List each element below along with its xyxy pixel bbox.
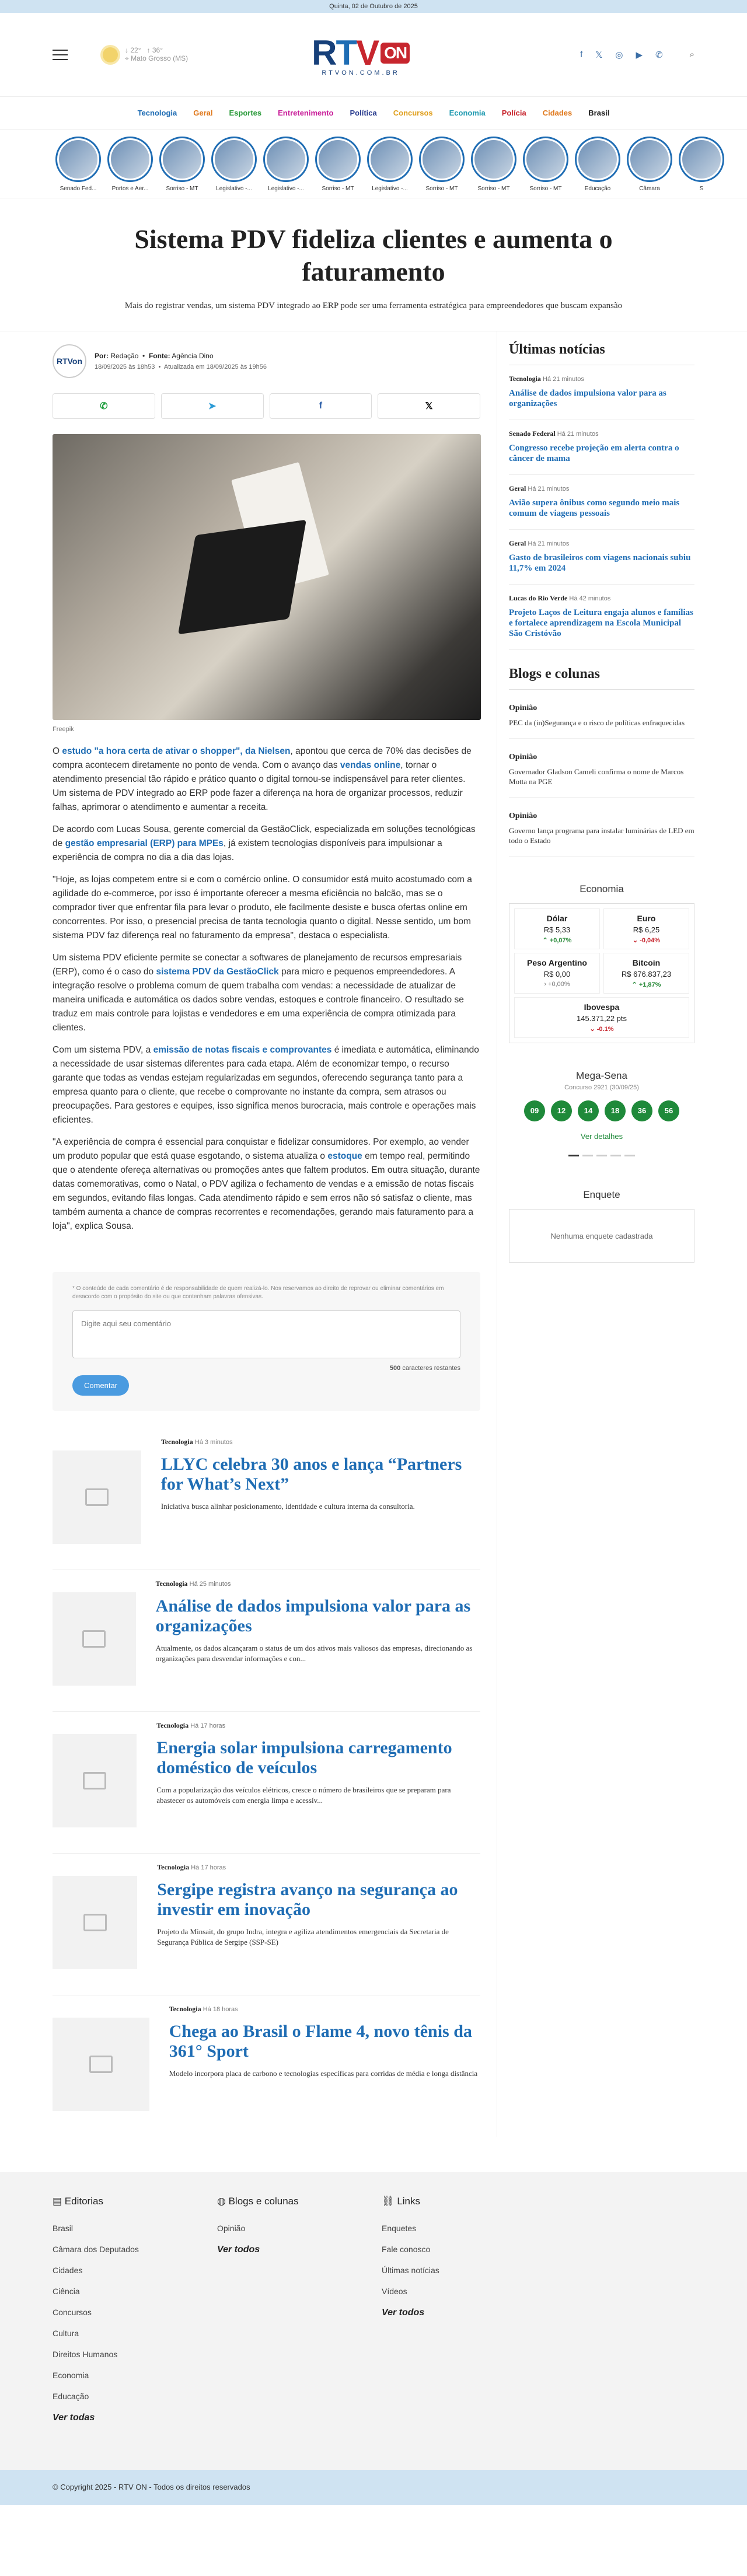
story-ring xyxy=(471,137,516,182)
footer-link[interactable]: Cidades xyxy=(53,2266,83,2275)
nav-item-9[interactable]: Brasil xyxy=(588,109,610,117)
footer-link[interactable]: Opinião xyxy=(217,2224,246,2233)
category-nav xyxy=(0,97,747,130)
currency-value: R$ 6,25 xyxy=(633,925,660,934)
feed-content xyxy=(169,2005,480,2115)
currency-name: Dólar xyxy=(546,914,568,923)
currency-card xyxy=(603,953,689,994)
published-date: 18/09/2025 às 18h53 xyxy=(95,363,155,371)
story-ring xyxy=(315,137,361,182)
comments-section xyxy=(53,1272,480,1411)
weather-max: 36 xyxy=(152,46,160,54)
blog-category: Opinião xyxy=(509,812,537,820)
latest-category: Tecnologia xyxy=(509,375,541,383)
currency-value: R$ 0,00 xyxy=(543,970,571,978)
footer-link[interactable]: Vídeos xyxy=(382,2287,407,2296)
story-caption: Legislativo -... xyxy=(372,186,408,192)
feed-category: Tecnologia xyxy=(169,2005,201,2013)
story-ring xyxy=(419,137,465,182)
article-header xyxy=(0,198,747,331)
story-item[interactable] xyxy=(159,137,205,198)
feed-meta xyxy=(161,1438,480,1446)
latest-category: Geral xyxy=(509,484,526,492)
currency-change-value: +1,87% xyxy=(638,981,661,988)
story-ring xyxy=(523,137,568,182)
lottery-ball: 12 xyxy=(551,1100,572,1121)
nielsen-study-link[interactable]: estudo "a hora certa de ativar o shopper", da Nielsen xyxy=(62,746,291,756)
footer-editorias xyxy=(53,2196,217,2470)
footer-col2-title: Blogs e colunas xyxy=(228,2196,299,2207)
currency-change: ⌄ -0,04% xyxy=(632,937,661,944)
footer-link[interactable]: Cultura xyxy=(53,2329,79,2338)
story-thumbnail xyxy=(319,140,357,179)
currency-change-value: -0.1% xyxy=(596,1026,614,1033)
footer-col1-title: Editorias xyxy=(64,2196,103,2207)
author-avatar: RTVon xyxy=(53,344,86,378)
latest-time: Há 21 minutos xyxy=(542,376,584,383)
story-caption: Câmara xyxy=(639,186,660,192)
story-thumbnail xyxy=(682,140,721,179)
feed-thumbnail[interactable] xyxy=(53,2018,149,2111)
weather-city: Mato Grosso (MS) xyxy=(131,54,189,62)
latest-time: Há 21 minutos xyxy=(557,431,599,438)
story-caption: Senado Fed... xyxy=(60,186,97,192)
share-facebook-button[interactable]: f xyxy=(270,393,372,419)
lottery-ball: 56 xyxy=(658,1100,679,1121)
p6-b: em tempo real, permitindo que o atendente ofereça alternativas ou promoções antes que faltem produtos. Em outra situação, durante datas comemorativas, como o Natal, o PDV agiliza o fechamento de vendas e a emissão de notas fiscais em segundos, evitando filas longas. Cada atendimento rápido e sem erros não só satisfaz o cliente, mas também aumenta a chance de compras recorrentes e recomendações, gerando mais faturamento para a loja", explica Sousa. xyxy=(53,1151,480,1231)
story-thumbnail xyxy=(163,140,201,179)
feed-item[interactable] xyxy=(53,1712,480,1854)
currency-card xyxy=(514,997,689,1038)
latest-time: Há 21 minutos xyxy=(528,485,570,492)
nav-item-4[interactable]: Política xyxy=(350,109,377,117)
author-label: Por: xyxy=(95,352,109,360)
story-caption: Portos e Aer... xyxy=(111,186,149,192)
story-item[interactable] xyxy=(211,137,257,198)
story-thumbnail xyxy=(630,140,669,179)
carousel-dots[interactable] xyxy=(509,1155,694,1156)
latest-link[interactable]: Projeto Laços de Leitura engaja alunos e famílias e fortalece aprendizagem na Escola Municipal São Cristóvão xyxy=(509,608,693,638)
lottery-ball: 18 xyxy=(605,1100,626,1121)
blogs-section xyxy=(509,666,694,857)
youtube-icon[interactable]: ▶ xyxy=(636,50,643,60)
share-bar xyxy=(53,393,480,419)
feed-content xyxy=(161,1438,480,1547)
article-title: Sistema PDV fideliza clientes e aumenta o faturamento xyxy=(134,224,613,286)
feed-meta xyxy=(156,1579,480,1588)
image-placeholder-icon xyxy=(89,2056,113,2073)
story-thumbnail xyxy=(578,140,617,179)
story-ring xyxy=(159,137,205,182)
story-caption: Legislativo -... xyxy=(268,186,304,192)
feed-desc: Modelo incorpora placa de carbono e tecnologias específicas para corridas de média e longa distância xyxy=(169,2069,478,2078)
latest-meta xyxy=(509,484,694,493)
poll-title: Enquete xyxy=(583,1189,620,1200)
article-body xyxy=(53,745,480,1233)
menu-icon[interactable] xyxy=(53,50,68,60)
story-item[interactable] xyxy=(315,137,361,198)
footer-link[interactable]: Direitos Humanos xyxy=(53,2350,118,2359)
share-whatsapp-button[interactable]: ✆ xyxy=(53,393,155,419)
logo-t: T xyxy=(336,33,357,72)
story-caption: Sorriso - MT xyxy=(477,186,510,192)
image-placeholder-icon xyxy=(85,1488,109,1506)
story-ring xyxy=(575,137,620,182)
p1-a: , apontou que cerca de 70% das decisões de compra acontecem diretamente no ponto de venda. Com o avanço das xyxy=(53,746,472,770)
currency-change: ⌃ +1,87% xyxy=(631,981,661,988)
copyright-bar xyxy=(0,2470,747,2505)
p1-pre: O xyxy=(53,746,62,756)
p6-a: "A experiência de compra é essencial para conquistar e fidelizar consumidores. Por exemplo, ao vender um produto popular que está quase esgotando, o sistema atualiza o xyxy=(53,1137,469,1161)
mega-sena-widget xyxy=(509,1070,694,1156)
facebook-icon[interactable]: f xyxy=(580,50,583,60)
footer-link[interactable]: Educação xyxy=(53,2392,89,2401)
blog-title[interactable]: PEC da (in)Segurança e o risco de políticas enfraquecidas xyxy=(509,718,685,727)
feed-title[interactable]: Sergipe registra avanço na segurança ao investir em inovação xyxy=(157,1880,458,1919)
story-item[interactable] xyxy=(418,137,465,198)
latest-news-title: Últimas notícias xyxy=(509,342,694,365)
feed-title[interactable]: Energia solar impulsiona carregamento doméstico de veículos xyxy=(156,1738,452,1777)
nav-item-3[interactable]: Entretenimento xyxy=(278,109,334,117)
char-count-label: caracteres restantes xyxy=(400,1365,460,1372)
story-item[interactable] xyxy=(678,137,725,198)
weather-widget: ↓ 22° ↑ 36° ⌖ Mato Grosso (MS) xyxy=(103,46,188,63)
currency-value: 145.371,22 pts xyxy=(576,1014,627,1023)
whatsapp-icon[interactable]: ✆ xyxy=(655,50,663,60)
globe-icon: ◍ xyxy=(217,2196,226,2207)
latest-link[interactable]: Gasto de brasileiros com viagens nacionais subiu 11,7% em 2024 xyxy=(509,553,691,573)
feed-desc: Atualmente, os dados alcançaram o status de um dos ativos mais valiosos das empresas, direcionando as organizações para desvendar informações e con... xyxy=(155,1644,473,1663)
mega-details-link[interactable]: Ver detalhes xyxy=(580,1132,623,1141)
latest-meta xyxy=(509,539,694,548)
nav-item-6[interactable]: Economia xyxy=(449,109,486,117)
feed-category: Tecnologia xyxy=(160,1438,193,1446)
story-item[interactable] xyxy=(574,137,621,198)
share-telegram-button[interactable]: ➤ xyxy=(161,393,264,419)
source-name: Agência Dino xyxy=(172,352,214,360)
story-thumbnail xyxy=(215,140,253,179)
online-sales-link[interactable]: vendas online xyxy=(340,760,401,770)
nav-item-5[interactable]: Concursos xyxy=(393,109,433,117)
feed-desc: Iniciativa busca alinhar posicionamento, identidade e cultura interna da consultoria. xyxy=(160,1502,415,1511)
logo-v: V xyxy=(356,33,379,72)
blog-title[interactable]: Governador Gladson Cameli confirma o nome de Marcos Motta na PGE xyxy=(509,767,684,786)
feed-title[interactable]: LLYC celebra 30 anos e lança “Partners for What’s Next” xyxy=(160,1455,462,1494)
currency-change: › +0,00% xyxy=(544,981,570,988)
feed-desc: Com a popularização dos veículos elétricos, cresce o número de brasileiros que se preparam para abastecer os automóveis com energia limpa e acessív... xyxy=(156,1785,451,1805)
blog-category: Opinião xyxy=(509,704,537,712)
poll-widget xyxy=(509,1189,694,1263)
story-caption: Sorriso - MT xyxy=(425,186,458,192)
nav-item-2[interactable]: Esportes xyxy=(229,109,262,117)
footer-col1-more[interactable]: Ver todas xyxy=(53,2413,95,2423)
p5-b: é imediata e automática, eliminando a necessidade de usar sistemas diferentes para cada etapa. Além de economizar tempo, o recurso garante que todas as vendas estejam regularizadas em segundos, oferecendo segurança tanto para a empresa quanto para o cliente, que recebe o comprovante no instante da compra, sem atrasos ou preocupações. Para gestores e equipes, isso significa menos burocracia, mais controle e operações mais eficientes. xyxy=(53,1045,479,1125)
economy-title: Economia xyxy=(580,883,624,894)
latest-link[interactable]: Análise de dados impulsiona valor para as organizações xyxy=(509,389,666,408)
poll-empty: Nenhuma enquete cadastrada xyxy=(509,1209,694,1263)
feed-meta xyxy=(157,1863,480,1872)
story-thumbnail xyxy=(59,140,97,179)
current-date: Quinta, 02 de Outubro de 2025 xyxy=(329,3,418,10)
footer-links xyxy=(382,2196,546,2470)
nav-item-1[interactable]: Geral xyxy=(193,109,213,117)
feed-meta xyxy=(156,1721,480,1730)
feed-time: Há 17 horas xyxy=(191,1864,226,1871)
story-thumbnail xyxy=(423,140,461,179)
story-ring xyxy=(263,137,309,182)
feed-title[interactable]: Chega ao Brasil o Flame 4, novo tênis da 361° Sport xyxy=(169,2022,472,2061)
blog-item[interactable] xyxy=(509,690,694,739)
feed-title[interactable]: Análise de dados impulsiona valor para as organizações xyxy=(155,1596,471,1635)
p3: "Hoje, as lojas competem entre si e com o comércio online. O consumidor está muito acostumado com a agilidade do e-commerce, por isso é importante oferecer a mesma eficiência no balcão, mas se o comprador tiver que enfrentar fila para levar o produto, ele facilmente desiste e busca ofertas online em concorrentes. Por isso, o presencial precisa de tanta tecnologia quanto o digital. Nesse sentido, um bom sistema PDV faz diferença real no faturamento da empresa", destaca o especialista. xyxy=(53,875,472,941)
footer-link[interactable]: Ciência xyxy=(53,2287,80,2296)
story-item[interactable] xyxy=(470,137,517,198)
p1-b: , tornar o atendimento presencial tão rápido e prático quanto o digital tornou-se indispensável para reter clientes. Um sistema de PDV integrado ao ERP pode fazer a diferença na hora de organizar processos, reduzir falhas, aprimorar o atendimento e aumentar a receita. xyxy=(53,760,466,812)
story-caption: Legislativo -... xyxy=(216,186,252,192)
currency-change-value: +0,07% xyxy=(549,937,572,944)
latest-item xyxy=(509,475,694,530)
footer-blogs xyxy=(217,2196,382,2470)
story-caption: S xyxy=(699,186,704,192)
latest-category: Geral xyxy=(509,539,526,547)
article-main xyxy=(53,331,497,2137)
latest-item xyxy=(509,585,694,650)
story-ring xyxy=(211,137,257,182)
p4-b: para micro e pequenos empreendedores. A integração resolve o problema comum de quem trabalha com vendas: a necessidade de atualizar de maneira unificada e automática os dados sobre vendas, estoques e controle financeiro. O resultado se traduz em mais controle para lojistas e vendedores e em uma experiência de compra otimizada para clientes. xyxy=(53,967,464,1033)
latest-news-list xyxy=(509,365,694,650)
currency-card xyxy=(603,908,689,949)
site-footer xyxy=(0,2172,747,2470)
erp-link[interactable]: gestão empresarial (ERP) para MPEs xyxy=(65,838,224,848)
story-ring xyxy=(55,137,101,182)
updated-date: Atualizada em 18/09/2025 às 19h56 xyxy=(163,363,267,371)
footer-link[interactable]: Concursos xyxy=(53,2308,92,2317)
story-item[interactable] xyxy=(522,137,569,198)
copyright-text: © Copyright 2025 - RTV ON - Todos os direitos reservados xyxy=(53,2483,250,2491)
lottery-ball: 36 xyxy=(631,1100,652,1121)
invoice-link[interactable]: emissão de notas fiscais e comprovantes xyxy=(153,1045,332,1055)
currency-name: Bitcoin xyxy=(632,958,661,967)
news-feed xyxy=(53,1428,480,2137)
comments-note: * O conteúdo de cada comentário é de responsabilidade de quem realizá-lo. Nos reservamos ao direito de reprovar ou eliminar comentários em desacordo com o propósito do site ou que contenham palavras ofensivas. xyxy=(72,1285,444,1300)
lottery-ball: 14 xyxy=(578,1100,599,1121)
site-header xyxy=(0,13,747,97)
instagram-icon[interactable]: ◎ xyxy=(615,50,623,60)
logo-r: R xyxy=(312,33,336,72)
feed-item[interactable] xyxy=(53,1995,480,2137)
story-item[interactable] xyxy=(55,137,102,198)
pdv-link[interactable]: sistema PDV da GestãoClick xyxy=(156,967,279,977)
currency-name: Peso Argentino xyxy=(527,958,587,967)
sun-icon xyxy=(103,47,118,62)
newspaper-icon: ▤ xyxy=(53,2196,62,2207)
feed-thumbnail[interactable] xyxy=(53,1734,137,1827)
latest-time: Há 21 minutos xyxy=(528,540,570,547)
story-thumbnail xyxy=(526,140,565,179)
story-thumbnail xyxy=(371,140,409,179)
economy-widget xyxy=(509,883,694,1043)
image-placeholder-icon xyxy=(82,1630,106,1648)
lottery-ball: 09 xyxy=(524,1100,545,1121)
feed-category: Tecnologia xyxy=(156,1721,189,1729)
author-name: Redação xyxy=(110,352,139,360)
blog-item[interactable] xyxy=(509,739,694,798)
latest-category: Lucas do Rio Verde xyxy=(509,594,568,602)
story-item[interactable] xyxy=(366,137,413,198)
blog-item[interactable] xyxy=(509,798,694,857)
feed-time: Há 18 horas xyxy=(203,2006,238,2013)
p5-a: Com um sistema PDV, a xyxy=(53,1045,153,1055)
footer-link[interactable]: Brasil xyxy=(53,2224,74,2233)
blog-title[interactable]: Governo lança programa para instalar luminárias de LED em todo o Estado xyxy=(509,826,694,845)
footer-col3-title: Links xyxy=(397,2196,421,2207)
image-placeholder-icon xyxy=(83,1772,106,1789)
currency-card xyxy=(514,908,600,949)
top-date-bar xyxy=(0,0,747,13)
latest-meta xyxy=(509,375,694,383)
nav-item-7[interactable]: Polícia xyxy=(501,109,526,117)
footer-link[interactable]: Últimas notícias xyxy=(382,2266,439,2275)
nav-item-0[interactable]: Tecnologia xyxy=(137,109,177,117)
story-ring xyxy=(107,137,153,182)
story-item[interactable] xyxy=(626,137,673,198)
feed-time: Há 17 horas xyxy=(190,1722,226,1729)
feed-meta xyxy=(169,2005,480,2014)
latest-item xyxy=(509,365,694,420)
sidebar xyxy=(509,331,694,2137)
currency-change-value: +0,00% xyxy=(548,981,570,988)
feed-category: Tecnologia xyxy=(157,1863,190,1871)
currency-change: ⌃ +0,07% xyxy=(542,937,572,944)
feed-category: Tecnologia xyxy=(155,1579,188,1588)
share-x-button[interactable]: 𝕏 xyxy=(378,393,480,419)
story-thumbnail xyxy=(474,140,513,179)
byline: RTVon Por: Redação • Fonte: Agência Dino 18/09/2025 às 18h53 • Atualizada em 18/09/2025 às 19h56 xyxy=(53,331,480,385)
footer-link[interactable]: Câmara dos Deputados xyxy=(53,2245,139,2254)
story-caption: Sorriso - MT xyxy=(529,186,562,192)
story-ring xyxy=(679,137,724,182)
feed-time: Há 3 minutos xyxy=(194,1439,233,1446)
currency-change: ⌄ -0.1% xyxy=(589,1026,614,1033)
feed-time: Há 25 minutos xyxy=(189,1581,231,1588)
feed-content xyxy=(157,1863,480,1973)
feed-thumbnail[interactable] xyxy=(53,1876,137,1969)
footer-link[interactable]: Fale conosco xyxy=(382,2245,431,2254)
feed-item[interactable] xyxy=(53,1570,480,1712)
currency-value: R$ 5,33 xyxy=(543,925,571,934)
comment-submit-button[interactable]: Comentar xyxy=(72,1375,129,1396)
feed-content xyxy=(156,1721,480,1831)
story-caption: Sorriso - MT xyxy=(322,186,354,192)
latest-time: Há 42 minutos xyxy=(569,595,611,602)
mega-title: Mega-Sena xyxy=(576,1070,627,1081)
footer-col2-more[interactable]: Ver todos xyxy=(217,2245,260,2255)
article-photo xyxy=(53,434,481,720)
p2-a: De acordo com Lucas Sousa, gerente comercial da GestãoClick, especializada em soluções tecnológicas de xyxy=(53,824,476,848)
currency-value: R$ 676.837,23 xyxy=(621,970,672,978)
currency-name: Euro xyxy=(637,914,656,923)
search-icon[interactable]: ⌕ xyxy=(689,50,694,60)
story-thumbnail xyxy=(111,140,149,179)
feed-thumbnail[interactable] xyxy=(53,1450,141,1544)
currency-name: Ibovespa xyxy=(584,1002,620,1012)
feed-item[interactable] xyxy=(53,1854,480,1995)
currency-card xyxy=(514,953,600,994)
footer-col3-more[interactable]: Ver todos xyxy=(382,2308,425,2318)
footer-link[interactable]: Enquetes xyxy=(382,2224,417,2233)
nav-item-8[interactable]: Cidades xyxy=(542,109,573,117)
mega-contest: Concurso 2921 (30/09/25) xyxy=(564,1084,639,1091)
weather-min: 22 xyxy=(130,46,138,54)
source-label: Fonte: xyxy=(148,352,170,360)
latest-link[interactable]: Avião supera ônibus como segundo meio mais comum de viagens pessoais xyxy=(509,498,680,518)
currency-change-value: -0,04% xyxy=(640,937,661,944)
p4-a: Um sistema PDV eficiente permite se conectar a softwares de planejamento de recursos empresariais (ERP), como é o caso do xyxy=(53,953,462,977)
feed-desc: Projeto da Minsait, do grupo Indra, integra e agiliza atendimentos emergenciais da Secretaria de Segurança Pública de Sergipe (SSP-SE) xyxy=(157,1927,449,1946)
photo-credit: Freepik xyxy=(53,726,74,733)
story-caption: Educação xyxy=(584,186,611,192)
latest-link[interactable]: Congresso recebe projeção em alerta contra o câncer de mama xyxy=(509,443,679,463)
story-item[interactable] xyxy=(263,137,309,198)
char-count: 500 xyxy=(389,1365,401,1372)
feed-thumbnail[interactable] xyxy=(53,1592,136,1686)
latest-item xyxy=(509,530,694,585)
latest-category: Senado Federal xyxy=(509,429,556,438)
latest-item xyxy=(509,420,694,475)
image-placeholder-icon xyxy=(83,1914,107,1931)
story-caption: Sorriso - MT xyxy=(166,186,198,192)
story-item[interactable] xyxy=(107,137,153,198)
stories-strip xyxy=(0,130,747,198)
link-icon: ⛓ xyxy=(382,2196,395,2207)
blog-category: Opinião xyxy=(509,753,537,761)
footer-link[interactable]: Economia xyxy=(53,2371,89,2380)
x-icon[interactable]: 𝕏 xyxy=(595,50,603,60)
stock-link[interactable]: estoque xyxy=(327,1151,362,1161)
story-ring xyxy=(627,137,672,182)
article-subtitle: Mais do registrar vendas, um sistema PDV integrado ao ERP pode ser uma ferramenta estratégica para empreendedores que buscam expansão xyxy=(124,301,623,310)
logo-subtitle: RTVON.COM.BR xyxy=(322,69,400,76)
feed-item[interactable] xyxy=(53,1428,480,1570)
logo-on: ON xyxy=(381,43,410,64)
latest-meta xyxy=(509,429,694,438)
story-thumbnail xyxy=(267,140,305,179)
site-logo[interactable] xyxy=(312,33,410,76)
feed-content xyxy=(156,1579,480,1689)
story-ring xyxy=(367,137,413,182)
p2-b: , já existem tecnologias disponíveis para impulsionar a experiência de compra no dia a dia das lojas. xyxy=(53,838,442,862)
latest-meta xyxy=(509,594,694,603)
blogs-title: Blogs e colunas xyxy=(509,666,694,690)
comment-input[interactable] xyxy=(72,1310,460,1358)
